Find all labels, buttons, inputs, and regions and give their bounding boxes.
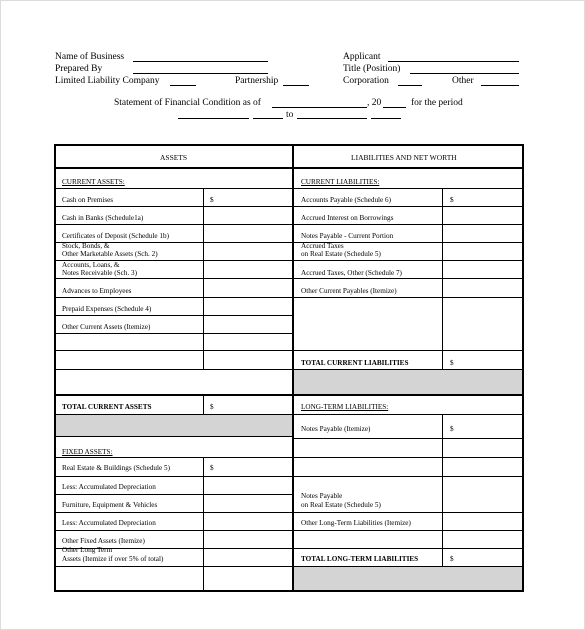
less-accum-depreciation-2: Less: Accumulated Depreciation <box>62 519 156 527</box>
partnership-field[interactable] <box>283 85 309 86</box>
accrued-taxes-other-label: Accrued Taxes, Other (Schedule 7) <box>301 269 402 277</box>
other-fixed-assets-label: Other Fixed Assets (Itemize) <box>62 537 145 545</box>
applicant-label: Applicant <box>343 52 381 62</box>
year-prefix: , 20 <box>367 98 382 108</box>
period-end-field-1[interactable] <box>297 118 367 119</box>
other-current-assets-label: Other Current Assets (Itemize) <box>62 323 151 331</box>
accrued-taxes-label-2: on Real Estate (Schedule 5) <box>301 250 381 258</box>
section-divider <box>54 394 524 396</box>
current-assets-heading: CURRENT ASSETS: <box>62 178 125 186</box>
row-line <box>56 457 522 458</box>
llc-field[interactable] <box>170 85 196 86</box>
to-label: to <box>286 110 294 120</box>
accounts-payable-dollar: $ <box>450 196 454 204</box>
row-line <box>56 224 522 225</box>
row-line <box>56 278 522 279</box>
shade-right-1 <box>294 370 522 394</box>
notes-payable-itemize-label: Notes Payable (Itemize) <box>301 425 371 433</box>
row-line <box>56 530 522 531</box>
row-line <box>56 369 522 370</box>
header-row-border <box>54 167 524 169</box>
right-col-divider-2 <box>442 414 443 567</box>
prepared-by-label: Prepared By <box>55 64 103 74</box>
prepared-by-field[interactable] <box>133 73 268 74</box>
llc-label: Limited Liability Company <box>55 76 160 86</box>
row-line <box>56 494 293 495</box>
applicant-field[interactable] <box>388 61 519 62</box>
title-position-label: Title (Position) <box>343 64 401 74</box>
notes-payable-itemize-dollar: $ <box>450 425 454 433</box>
corporation-label: Corporation <box>343 76 389 86</box>
row-line <box>294 438 522 439</box>
partnership-label: Partnership <box>235 76 279 86</box>
other-current-payables-label: Other Current Payables (Itemize) <box>301 287 397 295</box>
advances-label: Advances to Employees <box>62 287 132 295</box>
statement-date-field[interactable] <box>272 107 367 108</box>
period-start-field-2[interactable] <box>253 118 283 119</box>
other-long-term-label-2: Assets (Itemize if over 5% of total) <box>62 555 164 563</box>
left-col-divider-2 <box>203 396 204 414</box>
current-liabilities-heading: CURRENT LIABILITIES: <box>301 178 380 186</box>
prepaid-label: Prepaid Expenses (Schedule 4) <box>62 305 152 313</box>
name-of-business-field[interactable] <box>133 61 268 62</box>
row-line <box>56 414 522 415</box>
period-label: for the period <box>411 98 463 108</box>
total-current-liabilities-dollar: $ <box>450 359 454 367</box>
row-line <box>56 206 522 207</box>
title-position-field[interactable] <box>410 73 519 74</box>
name-of-business-label: Name of Business <box>55 52 125 62</box>
real-estate-label: Real Estate & Buildings (Schedule 5) <box>62 464 170 472</box>
corporation-field[interactable] <box>398 85 422 86</box>
fixed-assets-heading: FIXED ASSETS: <box>62 448 113 456</box>
row-line <box>56 350 522 351</box>
accounts-label-1: Accounts, Loans, & <box>62 261 120 269</box>
row-line <box>56 260 522 261</box>
total-long-term-liabilities-label: TOTAL LONG-TERM LIABILITIES <box>301 555 419 563</box>
other-long-term-label-1: Other Long Term <box>62 546 113 554</box>
total-current-liabilities-label: TOTAL CURRENT LIABILITIES <box>301 359 409 367</box>
center-divider <box>292 144 294 592</box>
long-term-liabilities-heading: LONG-TERM LIABILITIES: <box>301 403 389 411</box>
other-field[interactable] <box>481 85 519 86</box>
row-line <box>56 476 522 477</box>
less-accum-depreciation-1: Less: Accumulated Depreciation <box>62 483 156 491</box>
cash-on-premises-label: Cash on Premises <box>62 196 114 204</box>
row-line <box>294 512 522 513</box>
notes-payable-current-label: Notes Payable - Current Portion <box>301 232 394 240</box>
other-label: Other <box>452 76 474 86</box>
notes-payable-label-2: on Real Estate (Schedule 5) <box>301 501 381 509</box>
left-col-divider-3 <box>203 457 204 592</box>
real-estate-dollar: $ <box>210 464 214 472</box>
total-long-term-liabilities-dollar: $ <box>450 555 454 563</box>
row-line <box>56 436 293 437</box>
stocks-label-1: Stock, Bonds, & <box>62 242 110 250</box>
shade-left-1 <box>56 414 293 436</box>
period-start-field-1[interactable] <box>178 118 249 119</box>
row-line <box>56 315 293 316</box>
certificates-label: Certificates of Deposit (Schedule 1b) <box>62 232 169 240</box>
cash-in-banks-label: Cash in Banks (Schedule1a) <box>62 214 144 222</box>
statement-label: Statement of Financial Condition as of <box>114 98 261 108</box>
row-line <box>56 188 522 189</box>
accounts-label-2: Notes Receivable (Sch. 3) <box>62 269 138 277</box>
row-line <box>56 512 293 513</box>
period-end-field-2[interactable] <box>371 118 401 119</box>
row-line <box>56 566 522 567</box>
cash-on-premises-dollar: $ <box>210 196 214 204</box>
total-current-assets-dollar: $ <box>210 403 214 411</box>
year-field[interactable] <box>383 107 406 108</box>
accrued-interest-label: Accrued Interest on Borrowings <box>301 214 394 222</box>
furniture-label: Furniture, Equipment & Vehicles <box>62 501 158 509</box>
total-current-assets-label: TOTAL CURRENT ASSETS <box>62 403 152 411</box>
accounts-payable-label: Accounts Payable (Schedule 6) <box>301 196 392 204</box>
stocks-label-2: Other Marketable Assets (Sch. 2) <box>62 250 158 258</box>
notes-payable-label-1: Notes Payable <box>301 492 343 500</box>
liabilities-header: LIABILITIES AND NET WORTH <box>351 153 457 162</box>
row-line <box>56 333 293 334</box>
assets-header: ASSETS <box>160 153 188 162</box>
accrued-taxes-label-1: Accrued Taxes <box>301 242 344 250</box>
row-line <box>294 548 522 549</box>
other-long-term-liabilities-label: Other Long-Term Liabilities (Itemize) <box>301 519 411 527</box>
shade-right-2 <box>294 567 522 590</box>
row-line <box>56 297 522 298</box>
row-line <box>56 242 522 243</box>
